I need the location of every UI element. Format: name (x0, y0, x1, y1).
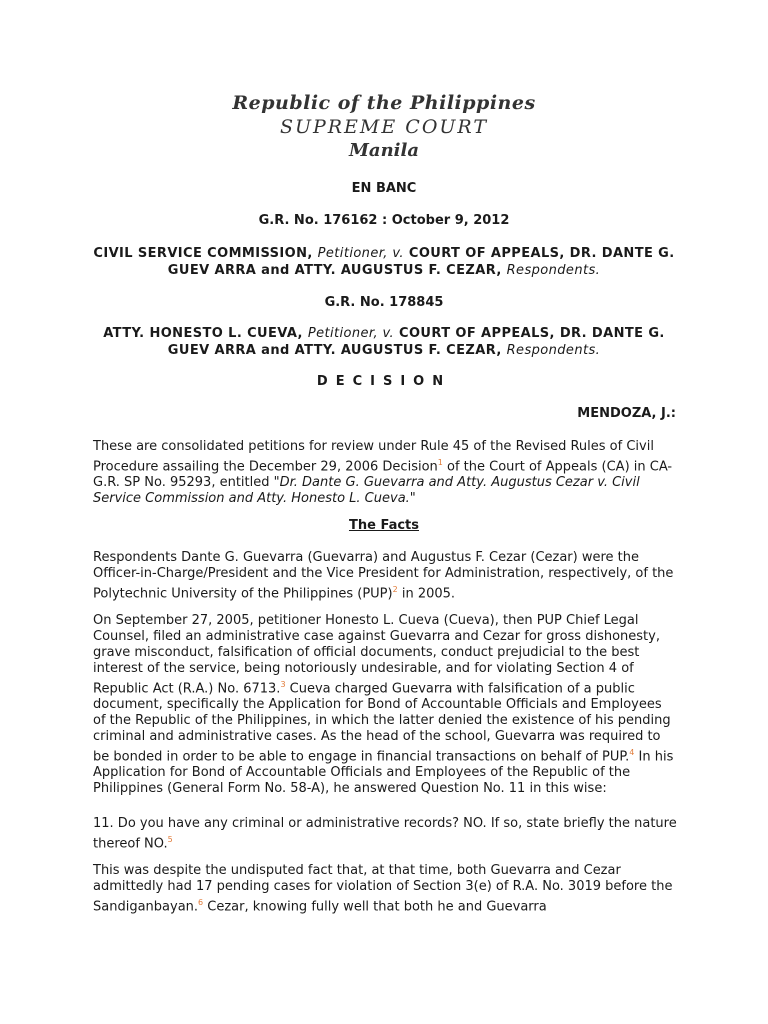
footnote-ref-5[interactable]: 5 (167, 834, 173, 844)
footnote-ref-3[interactable]: 3 (280, 679, 286, 689)
case2-number: G.R. No. 178845 (324, 295, 444, 310)
case1-number: G.R. No. 176162 : October 9, 2012 (258, 213, 510, 228)
case1-petitioner: CIVIL SERVICE COMMISSION, (93, 246, 313, 261)
p1-text-a: These are consolidated petitions for review under Rule 45 of the Revised Rules of Civil Procedure assailing the December 29, 2006 Decision (93, 439, 654, 475)
case2-petitioner-role: Petitioner (307, 326, 374, 341)
paragraph-question (93, 816, 677, 852)
p1-case-title: "Dr. Dante G. Guevarra and Atty. Augustus Cezar v. Civil Service Commission and Atty. Honesto L. Cueva." (93, 475, 640, 507)
footnote-ref-6[interactable]: 6 (198, 897, 204, 907)
footnote-ref-4[interactable]: 4 (629, 747, 635, 757)
p3-text-c: In his Application for Bond of Accountable Officials and Employees of the Republic of the Philippines (General Form No. 58-A), he answered Question No. 11 in this wise: (93, 748, 674, 796)
case2-petitioner: ATTY. HONESTO L. CUEVA, (103, 326, 303, 341)
p2-text-b: in 2005. (397, 586, 456, 602)
p2-text-a: Respondents Dante G. Guevarra (Guevarra) and Augustus F. Cezar (Cezar) were the Officer-in-Charge/President and the Vice President for Administration, respectively, of the Polytechnic University of the Philippines (PUP) (93, 550, 674, 602)
p4-text-a: 11. Do you have any criminal or administrative records? NO. If so, state briefly the nature thereof NO. (93, 816, 677, 852)
case2-parties: ATTY. HONESTO L. CUEVA, Petitioner, v. COURT OF APPEALS, DR. DANTE G. GUEV ARRA and ATTY. AUGUSTUS F. CEZAR, Respondents. (103, 326, 665, 358)
p1-text-b: of the Court of Appeals (CA) in CA-G.R. SP No. 95293, entitled (93, 459, 673, 491)
masthead-city: Manila (348, 140, 419, 161)
masthead-republic: Republic of the Philippines (232, 92, 536, 114)
paragraph-pending-cases (93, 863, 677, 915)
ponente: MENDOZA, J.: (577, 406, 676, 421)
paragraph-intro (93, 439, 677, 507)
paragraph-respondents (93, 550, 677, 602)
case1-petitioner-role: Petitioner (317, 246, 384, 261)
case1-versus: v. (392, 246, 404, 261)
case2-versus: v. (382, 326, 395, 341)
case1-respondents-role: Respondents (506, 262, 596, 278)
en-banc-heading: EN BANC (351, 181, 417, 196)
case1-parties: CIVIL SERVICE COMMISSION, Petitioner, v. COURT OF APPEALS, DR. DANTE G. GUEV ARRA and ATTY. AUGUSTUS F. CEZAR, Respondents. (93, 246, 675, 278)
paragraph-complaint (93, 613, 677, 797)
p5-text-a: This was despite the undisputed fact that, at that time, both Guevarra and Cezar admittedly had 17 pending cases for violation of Section 3(e) of R.A. No. 3019 before the Sandiganbayan. (93, 863, 673, 915)
footnote-ref-2[interactable]: 2 (392, 584, 398, 594)
decision-title: DECISION (316, 374, 452, 389)
p5-text-b: Cezar, knowing fully well that both he and Guevarra (203, 899, 547, 915)
facts-heading: The Facts (348, 518, 419, 533)
p3-text-a: On September 27, 2005, petitioner Honesto L. Cueva (Cueva), then PUP Chief Legal Counsel, filed an administrative case against Guevarra and Cezar for gross dishonesty, grave misconduct, falsification of official documents, conduct prejudicial to the best interest of the service, being notoriously undesirable, and for violating Section 4 of Republic Act (R.A.) No. 6713. (93, 613, 660, 696)
footnote-ref-1[interactable]: 1 (437, 457, 443, 467)
masthead-court: SUPREME COURT (279, 116, 489, 138)
p3-text-b: Cueva charged Guevarra with falsification of a public document, specifically the Application for Bond of Accountable Officials and Employees of the Republic of the Philippines, in which the latter denied the existence of his pending criminal and administrative cases. As the head of the school, Guevarra was required to be bonded in order to be able to engage in financial transactions on behalf of PUP. (93, 680, 671, 764)
case2-respondents-role: Respondents (506, 342, 596, 358)
case2-respondents: COURT OF APPEALS, DR. DANTE G. GUEV ARRA and ATTY. AUGUSTUS F. CEZAR, (167, 326, 665, 358)
case1-respondents: COURT OF APPEALS, DR. DANTE G. GUEV ARRA and ATTY. AUGUSTUS F. CEZAR, (167, 246, 675, 278)
